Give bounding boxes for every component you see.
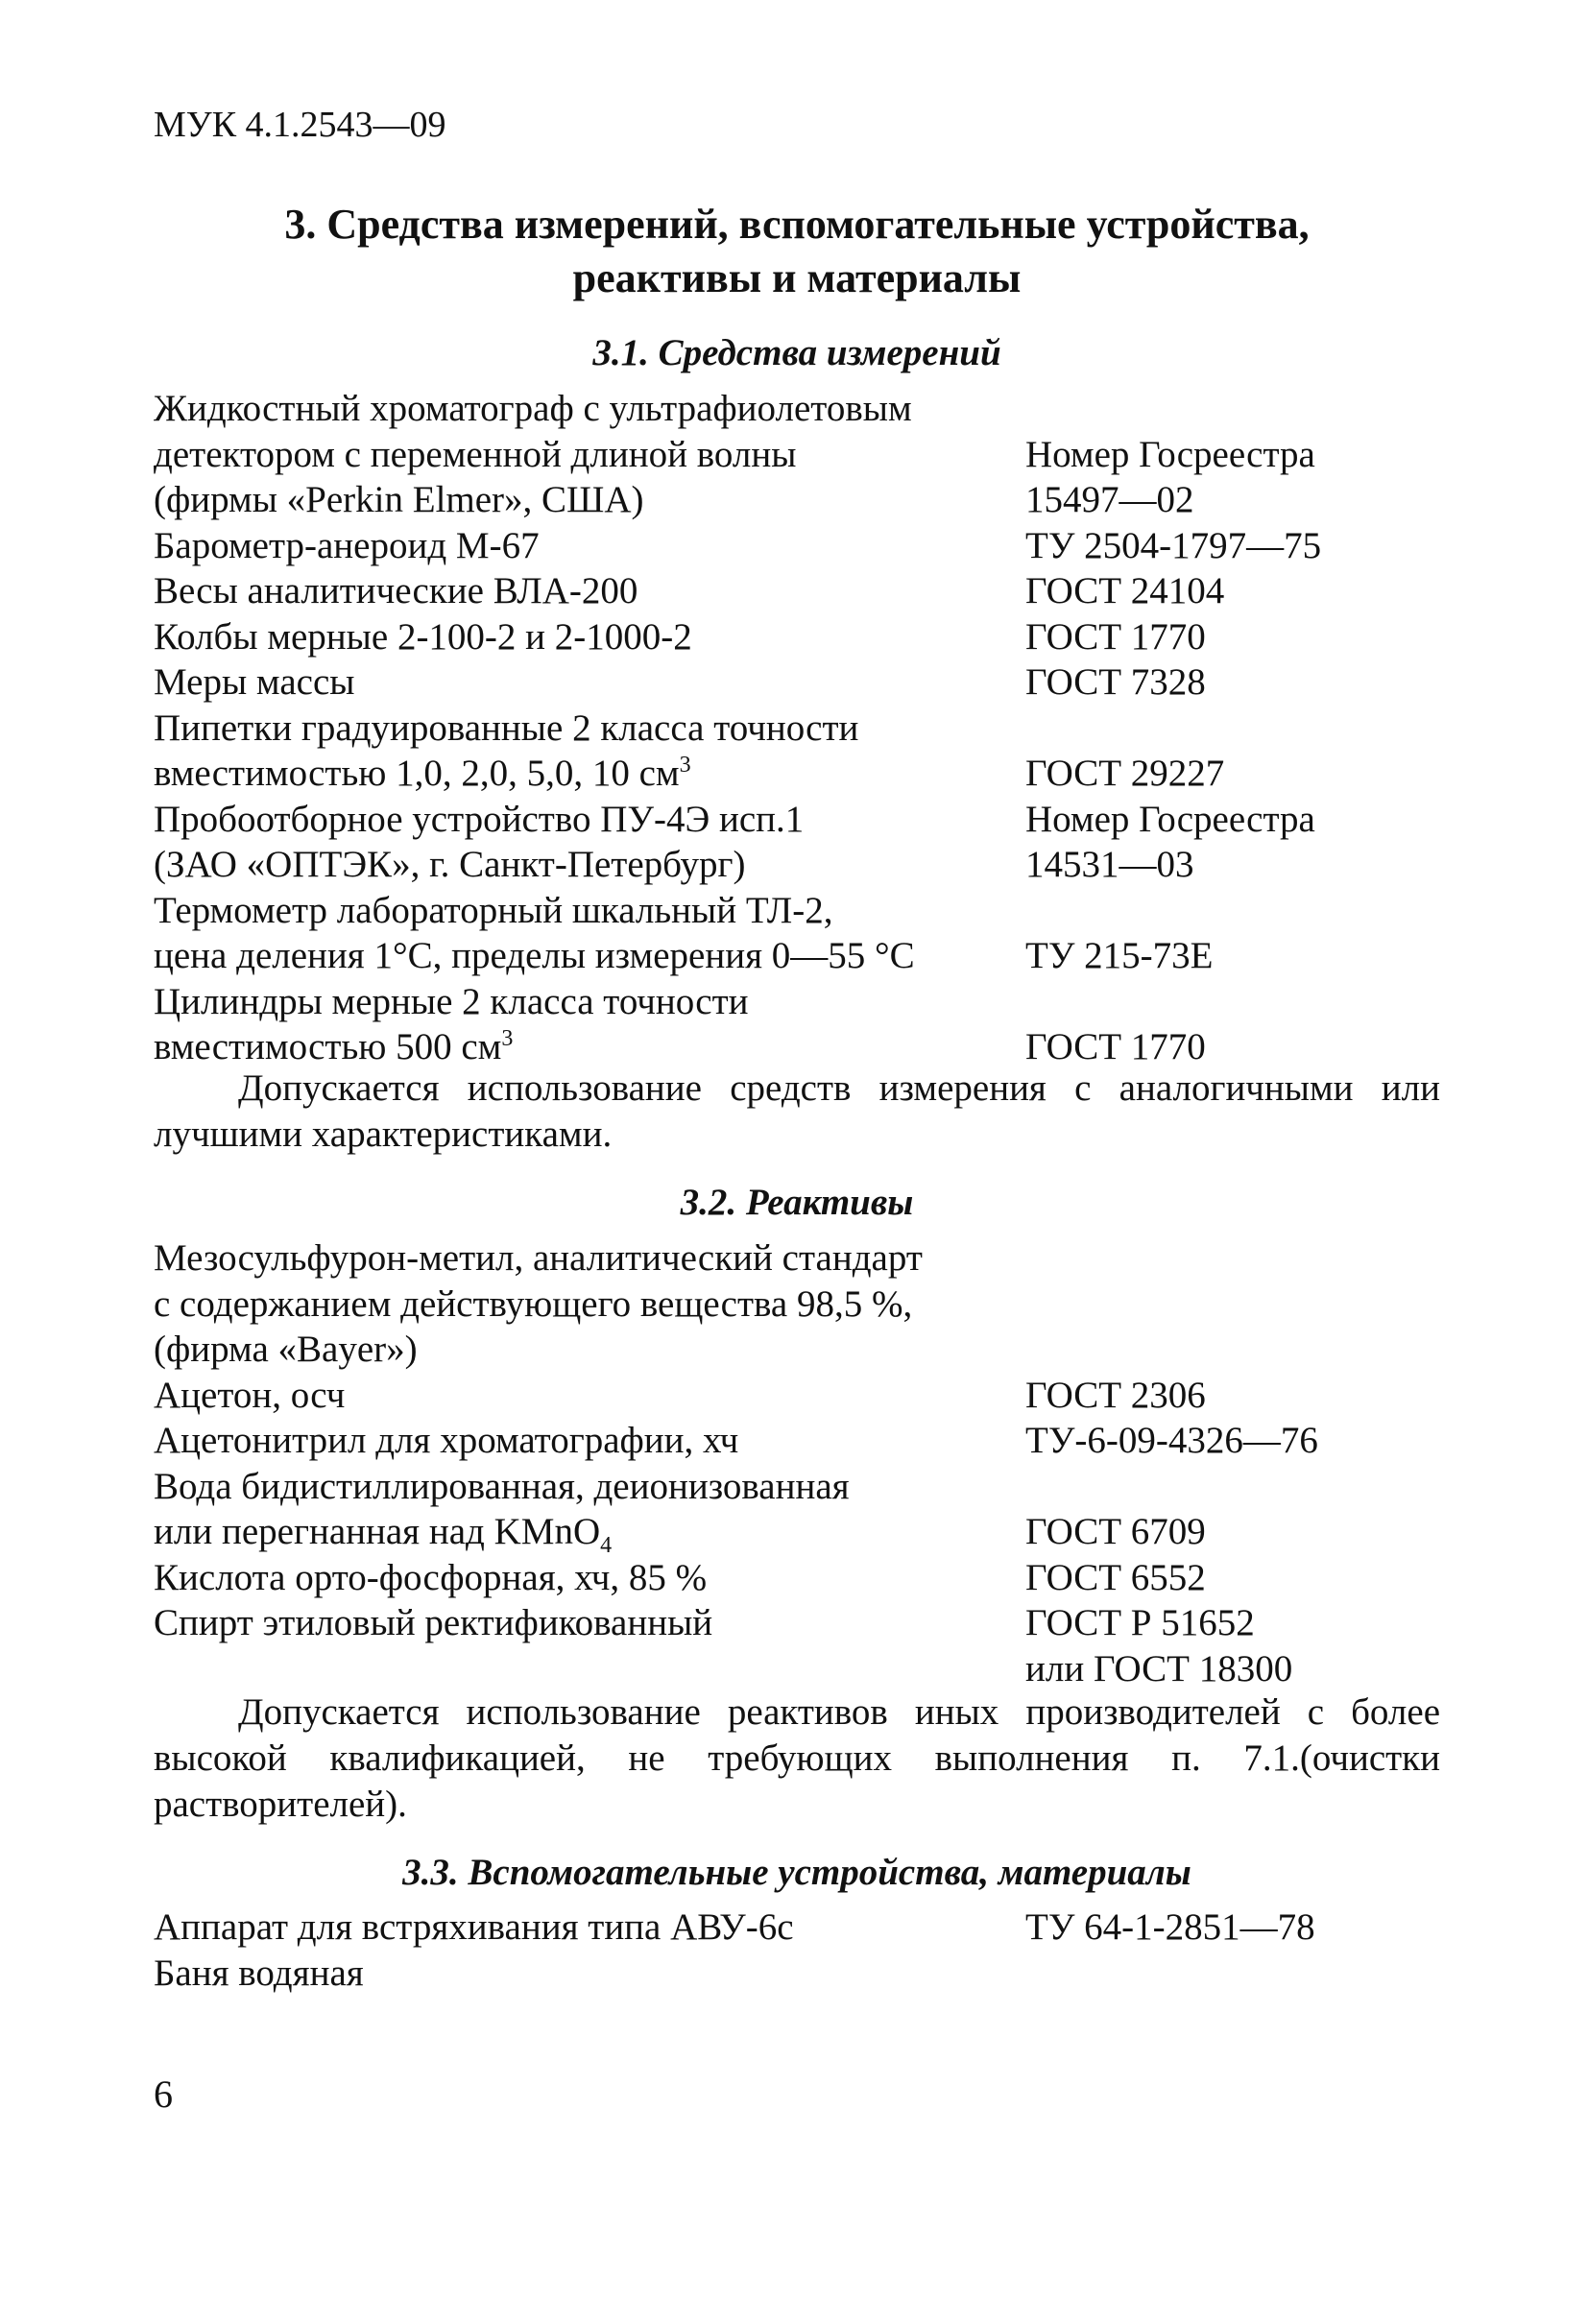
item-standard: ГОСТ 29227 bbox=[1025, 753, 1225, 794]
list-row bbox=[154, 1418, 1440, 1464]
section-heading-line1: 3. Средства измерений, вспомогательные устройства, bbox=[284, 201, 1310, 248]
subsection-3-2-title: 3.2. Реактивы bbox=[680, 1182, 914, 1223]
list-row bbox=[154, 659, 1440, 706]
list-row bbox=[154, 1600, 1440, 1646]
list-row bbox=[154, 432, 1440, 478]
item-name: Колбы мерные 2-100-2 и 2-1000-2 bbox=[154, 615, 692, 658]
item-name: (фирмы «Perkin Elmer», США) bbox=[154, 479, 644, 520]
item-standard: ТУ-6-09-4326—76 bbox=[1025, 1420, 1318, 1461]
item-standard: ГОСТ 2306 bbox=[1025, 1374, 1206, 1416]
list-row bbox=[154, 1282, 1440, 1328]
list-row bbox=[154, 523, 1440, 569]
item-name: (ЗАО «ОПТЭК», г. Санкт-Петербург) bbox=[154, 844, 746, 885]
measurement-instruments-list bbox=[154, 386, 1440, 1070]
list-row bbox=[154, 1555, 1440, 1601]
item-name: Жидкостный хроматограф с ультрафиолетовым bbox=[154, 388, 912, 429]
item-standard: ГОСТ 1770 bbox=[1025, 1026, 1206, 1067]
item-name: Пипетки градуированные 2 класса точности bbox=[154, 707, 859, 749]
item-name: (фирма «Bayer») bbox=[154, 1329, 418, 1370]
subscript: 4 bbox=[600, 1532, 613, 1558]
item-name: Спирт этиловый ректификованный bbox=[154, 1602, 713, 1643]
item-name: Меры массы bbox=[154, 661, 355, 703]
item-name: вместимостью 1,0, 2,0, 5,0, 10 $см^3$ bbox=[154, 753, 691, 794]
item-name: Барометр-анероид М-67 bbox=[154, 524, 540, 566]
item-standard: ГОСТ 1770 bbox=[1025, 615, 1206, 658]
superscript: 3 bbox=[501, 1026, 514, 1051]
instruments-note: Допускается использование средств измерения с аналогичными или лучшими характеристиками. bbox=[154, 1067, 1440, 1155]
list-row bbox=[154, 568, 1440, 614]
list-row bbox=[154, 1235, 1440, 1282]
list-row bbox=[154, 706, 1440, 752]
list-row bbox=[154, 979, 1440, 1025]
document-code: МУК 4.1.2543—09 bbox=[154, 105, 446, 145]
item-name: с содержанием действующего вещества 98,5 %, bbox=[154, 1282, 913, 1325]
item-standard: ТУ 215-73Е bbox=[1025, 935, 1214, 976]
list-row bbox=[154, 614, 1440, 660]
item-standard: ГОСТ 6709 bbox=[1025, 1511, 1206, 1552]
item-name: или перегнанная над KMnO$_4$ bbox=[154, 1511, 613, 1558]
item-name: детектором с переменной длиной волны bbox=[154, 433, 797, 475]
item-name: Весы аналитические ВЛА-200 bbox=[154, 570, 638, 611]
item-standard: ГОСТ 24104 bbox=[1025, 570, 1225, 611]
reagents-list bbox=[154, 1235, 1440, 1691]
item-standard: ТУ 64-1-2851—78 bbox=[1025, 1906, 1315, 1948]
item-standard: Номер Госреестра bbox=[1025, 798, 1315, 840]
list-row bbox=[154, 1373, 1440, 1419]
item-name: Кислота орто-фосфорная, хч, 85 % bbox=[154, 1556, 708, 1598]
item-standard: ГОСТ 6552 bbox=[1025, 1556, 1206, 1598]
item-standard: ГОСТ Р 51652 bbox=[1025, 1602, 1255, 1643]
list-row bbox=[154, 1464, 1440, 1510]
item-name: Мезосульфурон-метил, аналитический стандарт bbox=[154, 1237, 923, 1279]
item-standard: 15497—02 bbox=[1025, 479, 1194, 520]
page-number: 6 bbox=[154, 2072, 173, 2116]
item-standard: ГОСТ 7328 bbox=[1025, 661, 1206, 703]
list-row bbox=[154, 1646, 1440, 1692]
superscript: 3 bbox=[679, 753, 691, 778]
item-name: вместимостью 500 $см^3$ bbox=[154, 1026, 514, 1067]
list-row bbox=[154, 842, 1440, 888]
list-row bbox=[154, 1327, 1440, 1373]
item-name: Ацетон, осч bbox=[154, 1374, 346, 1416]
item-standard: 14531—03 bbox=[1025, 844, 1194, 885]
item-name: Баня водяная bbox=[154, 1952, 364, 1994]
item-name: Ацетонитрил для хроматографии, хч bbox=[154, 1420, 739, 1461]
reagents-note: Допускается использование реактивов иных производителей с более высокой квалификацией, не требующих выполнения п. 7.1.(очистки растворителей). bbox=[154, 1691, 1440, 1825]
section-heading bbox=[154, 198, 1440, 305]
item-name: Вода бидистиллированная, деионизованная bbox=[154, 1465, 850, 1507]
item-name: Аппарат для встряхивания типа АВУ-6с bbox=[154, 1906, 794, 1948]
item-name: Цилиндры мерные 2 класса точности bbox=[154, 980, 749, 1022]
list-row bbox=[154, 386, 1440, 432]
list-row bbox=[154, 751, 1440, 797]
item-standard: Номер Госреестра bbox=[1025, 433, 1315, 475]
list-row bbox=[154, 1905, 1440, 1951]
list-row bbox=[154, 933, 1440, 979]
item-name: Пробоотборное устройство ПУ-4Э исп.1 bbox=[154, 798, 805, 840]
list-row bbox=[154, 1024, 1440, 1070]
list-row bbox=[154, 1951, 1440, 1997]
item-standard: ТУ 2504-1797—75 bbox=[1025, 524, 1322, 566]
item-name: Термометр лабораторный шкальный ТЛ-2, bbox=[154, 889, 833, 931]
section-heading-line2: реактивы и материалы bbox=[572, 254, 1022, 301]
list-row bbox=[154, 477, 1440, 523]
auxiliary-devices-list bbox=[154, 1905, 1440, 1996]
subsection-3-3-title: 3.3. Вспомогательные устройства, материалы bbox=[402, 1852, 1191, 1893]
item-name: цена деления 1°С, пределы измерения 0—55 °С bbox=[154, 935, 915, 976]
list-row bbox=[154, 797, 1440, 843]
item-standard: или ГОСТ 18300 bbox=[1025, 1647, 1293, 1689]
list-row bbox=[154, 888, 1440, 934]
subsection-3-1-title: 3.1. Средства измерений bbox=[592, 332, 1001, 373]
list-row bbox=[154, 1509, 1440, 1558]
